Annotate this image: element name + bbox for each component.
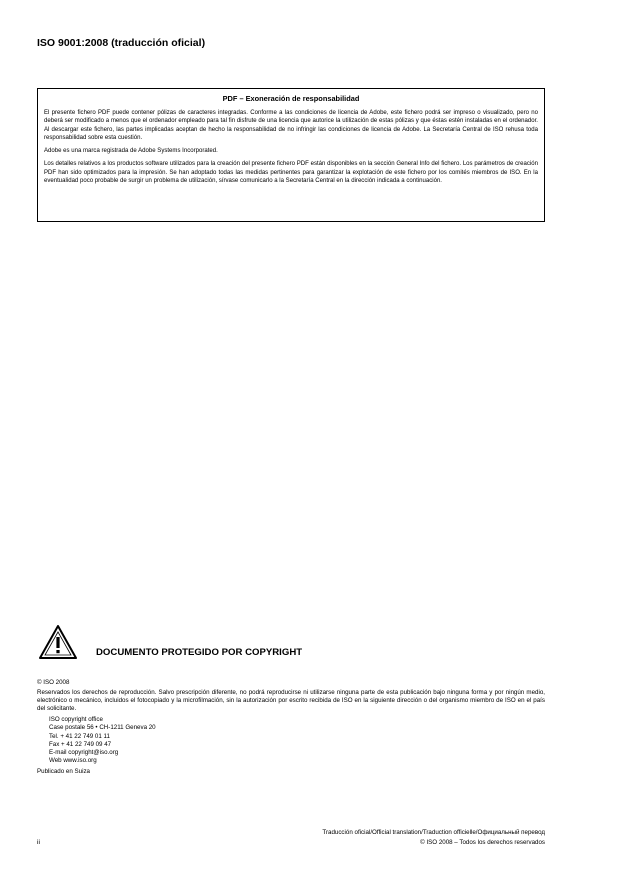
reserved-rights-text: Reservados los derechos de reproducción. Salvo prescripción diferente, no podrá reproducirse ni utilizarse ninguna parte de esta publicación bajo ninguna forma y por ningún medio, electrónico o mecánico, incluidos el fotocopiado y la microfilmación, sin la autorización por escrito recibida de ISO en la siguiente dirección o del organismo miembro de ISO en el país del solicitante. xyxy=(37,689,545,713)
copyright-warning-row xyxy=(37,624,545,664)
footer-copyright: © ISO 2008 – Todos los derechos reservados xyxy=(420,839,545,846)
footer-translation-note: Traducción oficial/Official translation/Traduction officielle/Официальный перевод xyxy=(322,829,545,836)
address-fax: Fax + 41 22 749 09 47 xyxy=(49,740,112,748)
address-email: E-mail copyright@iso.org xyxy=(49,748,119,756)
published-in: Publicado en Suiza xyxy=(37,767,90,775)
warning-triangle-icon xyxy=(38,624,78,660)
copyright-block xyxy=(37,624,545,776)
page-number: ii xyxy=(37,839,40,846)
address-line: ISO copyright office xyxy=(49,716,103,724)
iso-address xyxy=(37,716,545,765)
disclaimer-paragraph-trademark: Adobe es una marca registrada de Adobe Systems Incorporated. xyxy=(44,148,218,155)
page-header-title: ISO 9001:2008 (traducción oficial) xyxy=(37,37,206,49)
disclaimer-box xyxy=(37,88,545,222)
disclaimer-paragraph-details: Los detalles relativos a los productos software utilizados para la creación del presente fichero PDF están disponibles en la sección General Info del fichero. Los parámetros de creación PDF han sido optimizados para la impresión. Se han adoptado todas las medidas pertinentes para garantizar la explotación de este fichero por los comités miembros de ISO. En la eventualidad poco probable de surgir un problema de utilización, sírvase comunicarlo a la Secretaría Central en la dirección indicada a continuación. xyxy=(44,161,538,185)
disclaimer-paragraph-fonts: El presente fichero PDF puede contener pólizas de caracteres integradas. Conforme a las condiciones de licencia de Adobe, este fichero podrá ser impreso o visualizado, pero no deberá ser modificado a menos que el ordenador empleado para tal fin disfrute de una licencia que autorice la utilización de estas pólizas y que éstas estén instaladas en el ordenador. Al descargar este fichero, las partes implicadas aceptan de hecho la responsabilidad de no infringir las condiciones de licencia de Adobe. La Secretaría Central de ISO rehusa toda responsabilidad sobre esta cuestión. xyxy=(44,110,538,141)
address-web: Web www.iso.org xyxy=(49,756,97,764)
copyright-title: DOCUMENTO PROTEGIDO POR COPYRIGHT xyxy=(96,647,303,658)
address-phone: Tel. + 41 22 749 01 11 xyxy=(49,732,110,740)
address-line: Case postale 56 • CH-1211 Geneva 20 xyxy=(49,724,156,732)
copyright-line: © ISO 2008 xyxy=(37,679,70,686)
disclaimer-title: PDF – Exoneración de responsabilidad xyxy=(222,94,360,103)
